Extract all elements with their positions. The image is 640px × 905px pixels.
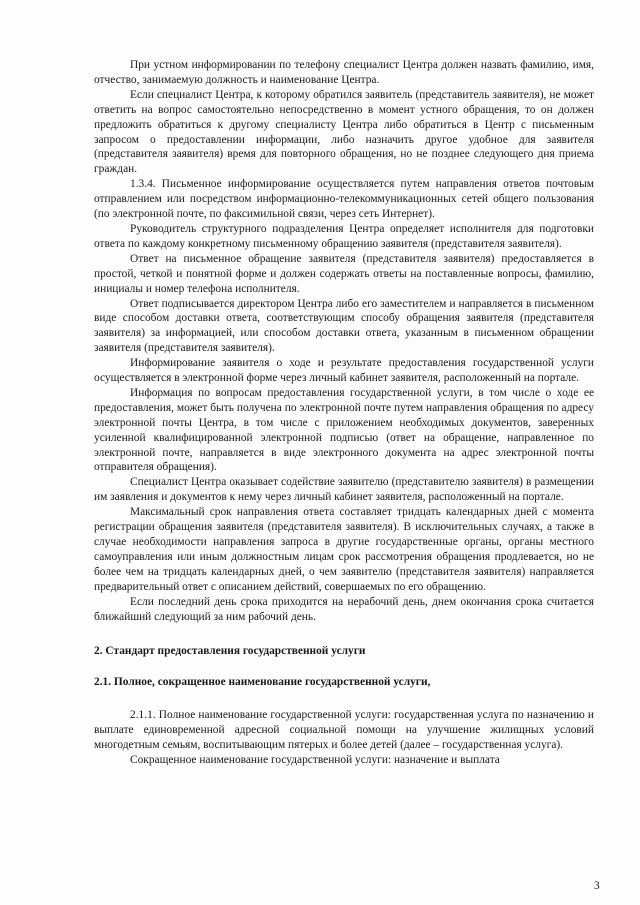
paragraph: 1.3.4. Письменное информирование осуществляется путем направления ответов почтовым отправлением или посредством информационно-телекоммуникационных сетей общего пользования (по электронной почте, по факсимильной связи, через сеть Интернет). xyxy=(94,178,594,221)
paragraph: При устном информировании по телефону специалист Центра должен назвать фамилию, имя, отчество, занимаемую должность и наименование Центра. xyxy=(94,59,594,86)
page-number: 3 xyxy=(594,880,600,892)
paragraph: Максимальный срок направления ответа составляет тридцать календарных дней с момента регистрации обращения заявителя (представителя заявителя). В исключительных случаях, а также в случае необходимости направления запроса в другие государственные органы, органы местного самоуправления или иным должностным лицам срок рассмотрения обращения продлевается, но не более чем на тридцать календарных дней, о чем заявителю (представителя заявителя) направляется предварительный ответ с описанием действий, совершаемых по его обращению. xyxy=(94,506,594,593)
paragraph: Информация по вопросам предоставления государственной услуги, в том числе о ходе ее предоставления, может быть получена по электронной почте путем направления обращения по адресу электронной почты Центра, в том числе с приложением необходимых документов, заверенных усиленной квалифицированной электронной подписью (ответ на обращение, направленное по электронной почте, направляется в виде электронного документа на адрес электронной почты отправителя обращения). xyxy=(94,386,594,474)
paragraph: Специалист Центра оказывает содействие заявителю (представителю заявителя) в размещении им заявления и документов к нему через личный кабинет заявителя, расположенный на портале. xyxy=(94,476,594,504)
paragraph: Если специалист Центра, к которому обратился заявитель (представитель заявителя), не может ответить на вопрос самостоятельно непосредственно в момент устного обращения, то он должен предложить обратиться к другому специалисту Центра либо обратиться в Центр с письменным запросом о предоставлении информации, либо назначить другое удобное для заявителя (представителя заявителя) время для повторного обращения, но не позднее следующего дня приема граждан. xyxy=(94,88,594,176)
paragraph: 2.1.1. Полное наименование государственной услуги: государственная услуга по назначению и выплате единовременной адресной социальной помощи на улучшение жилищных условий многодетным семьям, воспитывающим пятерых и более детей (далее – государственная услуга). xyxy=(94,709,594,752)
paragraph: Сокращенное наименование государственной услуги: назначение и выплата xyxy=(130,753,500,766)
paragraph: Руководитель структурного подразделения Центра определяет исполнителя для подготовки ответа по каждому конкретному письменному обращению заявителя (представителя заявителя). xyxy=(94,222,594,250)
section-heading: 2. Стандарт предоставления государственной услуги xyxy=(94,645,366,658)
subsection-heading: 2.1. Полное, сокращенное наименование государственной услуги, xyxy=(94,676,431,689)
paragraph: Если последний день срока приходится на нерабочий день, днем окончания срока считается ближайший следующий за ним рабочий день. xyxy=(94,595,594,623)
paragraph: Информирование заявителя о ходе и результате предоставления государственной услуги осуществляется в электронной форме через личный кабинет заявителя, расположенный на портале. xyxy=(94,357,594,385)
paragraph: Ответ на письменное обращение заявителя (представителя заявителя) предоставляется в простой, четкой и понятной форме и должен содержать ответы на поставленные вопросы, фамилию, инициалы и номер телефона исполнителя. xyxy=(94,252,594,295)
paragraph: Ответ подписывается директором Центра либо его заместителем и направляется в письменном виде способом доставки ответа, соответствующим способу обращения заявителя (представителя заявителя) за информацией, или способом доставки ответа, указанным в письменном обращении заявителя (представителя заявителя). xyxy=(94,297,594,355)
document-body xyxy=(94,58,594,768)
